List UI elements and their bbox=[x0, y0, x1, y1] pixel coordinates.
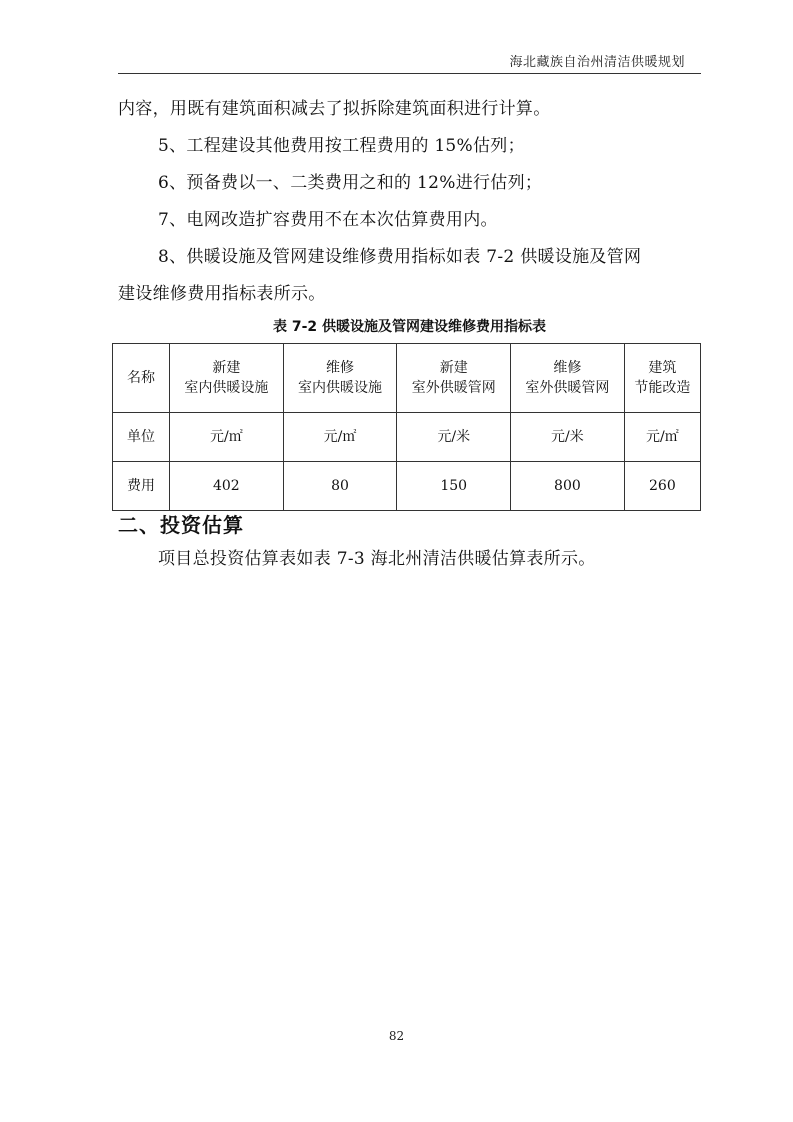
header-divider bbox=[118, 73, 701, 74]
column-header bbox=[397, 344, 511, 413]
page-number: 82 bbox=[388, 1029, 405, 1043]
column-header-line2: 节能改造 bbox=[634, 380, 691, 396]
table-title: 表 7-2 供暖设施及管网建设维修费用指标表 bbox=[272, 319, 547, 335]
row-label-name: 名称 bbox=[113, 344, 170, 413]
paragraph-item-6: 6、预备费以一、二类费用之和的 12%进行估列； bbox=[158, 173, 543, 193]
column-header-line1: 建筑 bbox=[648, 360, 677, 376]
column-header-line1: 新建 bbox=[439, 360, 468, 376]
paragraph-continuation: 内容，用既有建筑面积减去了拟拆除建筑面积进行计算。 bbox=[118, 99, 551, 119]
column-header-line2: 室内供暖设施 bbox=[298, 380, 383, 396]
unit-cell: 元/米 bbox=[511, 413, 625, 462]
cost-cell: 402 bbox=[170, 462, 284, 511]
unit-cell: 元/㎡ bbox=[283, 413, 397, 462]
column-header-line2: 室内供暖设施 bbox=[184, 380, 269, 396]
cost-cell: 260 bbox=[624, 462, 700, 511]
row-label-cost: 费用 bbox=[113, 462, 170, 511]
column-header bbox=[624, 344, 700, 413]
header-title: 海北藏族自治州清洁供暖规划 bbox=[509, 55, 685, 70]
paragraph-item-7: 7、电网改造扩容费用不在本次估算费用内。 bbox=[158, 210, 498, 230]
table-row bbox=[113, 462, 701, 511]
table-row bbox=[113, 344, 701, 413]
cost-cell: 150 bbox=[397, 462, 511, 511]
column-header bbox=[511, 344, 625, 413]
paragraph-item-8: 8、供暖设施及管网建设维修费用指标如表 7-2 供暖设施及管网 bbox=[158, 247, 642, 267]
column-header-line1: 维修 bbox=[326, 360, 355, 376]
unit-cell: 元/㎡ bbox=[624, 413, 700, 462]
fee-index-table bbox=[112, 343, 701, 511]
cost-cell: 800 bbox=[511, 462, 625, 511]
unit-cell: 元/米 bbox=[397, 413, 511, 462]
section-paragraph: 项目总投资估算表如表 7-3 海北州清洁供暖估算表所示。 bbox=[158, 549, 596, 569]
section-heading: 二、投资估算 bbox=[118, 513, 244, 537]
column-header-line2: 室外供暖管网 bbox=[411, 380, 496, 396]
column-header-line1: 维修 bbox=[553, 360, 582, 376]
table-row bbox=[113, 413, 701, 462]
column-header-line1: 新建 bbox=[212, 360, 241, 376]
paragraph-item-5: 5、工程建设其他费用按工程费用的 15%估列； bbox=[158, 136, 525, 156]
unit-cell: 元/㎡ bbox=[170, 413, 284, 462]
cost-cell: 80 bbox=[283, 462, 397, 511]
column-header-line2: 室外供暖管网 bbox=[525, 380, 610, 396]
column-header bbox=[283, 344, 397, 413]
paragraph-item-8-continued: 建设维修费用指标表所示。 bbox=[118, 284, 326, 304]
row-label-unit: 单位 bbox=[113, 413, 170, 462]
column-header bbox=[170, 344, 284, 413]
